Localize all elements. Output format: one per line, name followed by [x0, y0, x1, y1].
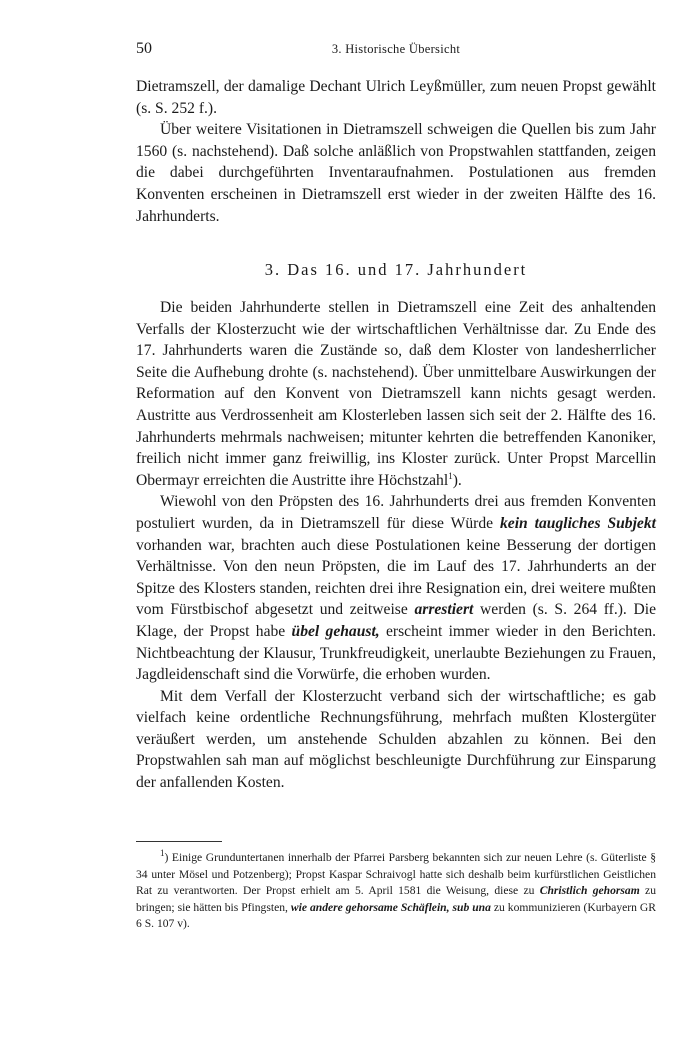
paragraph-text: erscheint immer wieder in den Berichten. Nichtbeachtung der Klausur, Trunkfreudigkeit, unerlaubte Beziehungen zu Frauen, Jagdleidenschaft sind die Vorwürfe, die erhoben wurden.	[136, 622, 657, 684]
section-text	[136, 297, 656, 794]
section-paragraph-2	[136, 491, 656, 685]
section-paragraph-3: Mit dem Verfall der Klosterzucht verband sich der wirtschaftliche; es gab vielfach keine ordentliche Rechnungsführung, mehrfach mußten Klostergüter veräußert werden, um anstehende Schulden abzahlen zu können. Bei den Propstwahlen sah man auf möglichst beschleunigte Durchführung zur Einsparung der anfallenden Kosten.	[136, 687, 656, 792]
paragraph-text: Die beiden Jahrhunderte stellen in Dietramszell eine Zeit des anhaltenden Verfalls der Klosterzucht wie der wirtschaftlichen Verhältnisse dar. Zu Ende des 17. Jahrhunderts waren die Zustände so, daß dem Kloster von landesherrlicher Seite die Aufhebung drohte (s. nachstehend). Über unmittelbare Auswirkungen der Reformation auf den Konvent von Dietramszell kann nichts gesagt werden. Austritte aus Verdrossenheit am Klosterleben lassen sich seit der 2. Hälfte des 16. Jahrhunderts mehrmals nachweisen; mitunter kehrten die betreffenden Kanoniker, freilich nicht immer ganz freiwillig, ins Kloster zurück. Unter Propst Marcellin Obermayr erreichten die Austritte ihre Höchstzahl	[136, 299, 656, 489]
paragraph-text-end: ).	[452, 471, 462, 489]
intro-paragraph-2: Über weitere Visitationen in Dietramszell schweigen die Quellen bis zum Jahr 1560 (s. nachstehend). Daß solche anläßlich von Propstwahlen stattfanden, zeigen die dabei durchgeführten Inventaraufnahmen. Postulationen aus fremden Konventen erscheinen in Dietramszell erst wieder in der zweiten Hälfte des 16. Jahrhunderts.	[136, 121, 656, 225]
running-title: 3. Historische Übersicht	[331, 42, 461, 56]
page-number: 50	[136, 40, 152, 57]
footnote-emphasis: wie andere gehorsame Schäflein, sub una	[290, 900, 491, 914]
paragraph-text: vorhanden war, brachten auch diese Postulationen keine Besserung der dortigen Verhältnisse. Von den neun Pröpsten, die im Lauf des 17. Jahrhunderts an der Spitze des Klosters standen, reichten drei ihre Resignation ein, drei weitere mußten vom Fürstbischof abgesetzt und zeitweise	[136, 536, 656, 619]
footnote-emphasis: Christlich gehorsam	[539, 884, 640, 898]
emphasis-text: übel gehaust,	[291, 622, 380, 640]
footnote-text: Einige Grunduntertanen innerhalb der Pfarrei Parsberg bekannten sich zur neuen Lehre (s. Güterliste § 34 unter Mösel und Potzenberg); Propst Kaspar Schraivogl hatte sich deshalb beim kurfürstlichen Geistlichen Rat zu verantworten. Der Propst erhielt am 5. April 1581 die Weisung, diese zu	[136, 851, 656, 898]
section-paragraph-1	[136, 297, 656, 491]
footnote-text: zu bringen; sie hätten bis Pfingsten,	[136, 884, 656, 914]
paragraph-text: Wiewohl von den Pröpsten des 16. Jahrhunderts drei aus fremden Konventen postuliert wurden, da in Dietramszell für diese Würde	[136, 493, 656, 532]
paragraph-text: werden (s. S. 264 ff.). Die Klage, der Propst habe	[136, 601, 656, 640]
footnote-divider	[136, 841, 222, 842]
intro-text	[136, 76, 656, 227]
intro-paragraph-1: Dietramszell, der damalige Dechant Ulrich Leyßmüller, zum neuen Propst gewählt (s. S. 252 f.).	[136, 78, 656, 117]
emphasis-text: arrestiert	[414, 601, 474, 619]
footnote-reference: 1	[448, 470, 453, 481]
emphasis-text: kein taugliches Subjekt	[500, 514, 656, 532]
footnote-marker: 1	[160, 848, 165, 859]
footnote-text: zu kommunizieren (Kurbayern GR 6 S. 107 v).	[136, 900, 656, 931]
page-header	[136, 40, 656, 62]
section-heading: 3. Das 16. und 17. Jahrhundert	[264, 260, 528, 279]
footnote-marker-close: )	[164, 851, 172, 864]
footnote	[136, 850, 656, 933]
